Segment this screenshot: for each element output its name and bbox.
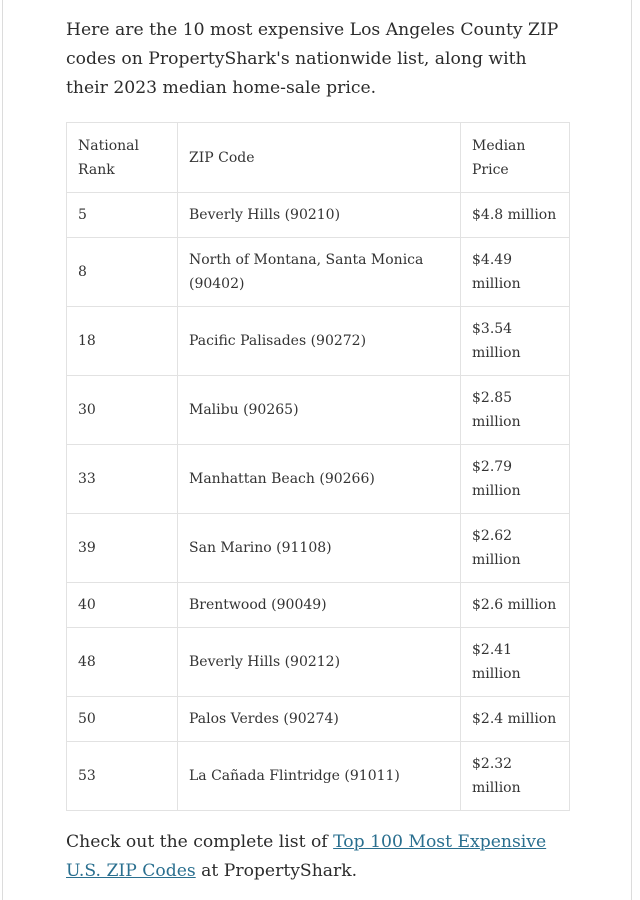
table-header-row xyxy=(67,123,570,193)
zip-cell: Palos Verdes (90274) xyxy=(178,697,461,742)
rank-cell: 8 xyxy=(67,238,178,307)
outro-text-after: at PropertyShark. xyxy=(195,861,358,881)
zip-cell: Manhattan Beach (90266) xyxy=(178,445,461,514)
rank-cell: 39 xyxy=(67,514,178,583)
zip-cell: Brentwood (90049) xyxy=(178,583,461,628)
header-zip-code: ZIP Code xyxy=(178,123,461,193)
zip-cell: Pacific Palisades (90272) xyxy=(178,307,461,376)
top-100-zip-codes-link[interactable]: Top 100 Most Expensive U.S. ZIP Codes xyxy=(66,832,547,881)
table-row xyxy=(67,628,570,697)
table-row xyxy=(67,307,570,376)
rank-cell: 33 xyxy=(67,445,178,514)
price-cell: $2.32 million xyxy=(461,742,570,811)
rank-cell: 48 xyxy=(67,628,178,697)
intro-paragraph: Here are the 10 most expensive Los Angeles County ZIP codes on PropertyShark's nationwide list, along with their 2023 median home-sale price. xyxy=(66,20,559,98)
zip-price-table xyxy=(66,122,570,811)
rank-cell: 50 xyxy=(67,697,178,742)
header-national-rank: National Rank xyxy=(67,123,178,193)
price-cell: $2.85 million xyxy=(461,376,570,445)
price-cell: $2.79 million xyxy=(461,445,570,514)
outro-text-before: Check out the complete list of xyxy=(66,832,334,852)
table-row xyxy=(67,697,570,742)
table-row xyxy=(67,583,570,628)
rank-cell: 18 xyxy=(67,307,178,376)
price-cell: $2.41 million xyxy=(461,628,570,697)
rank-cell: 40 xyxy=(67,583,178,628)
price-cell: $2.6 million xyxy=(461,583,570,628)
table-row xyxy=(67,238,570,307)
rank-cell: 5 xyxy=(67,193,178,238)
table-row xyxy=(67,514,570,583)
zip-cell: Beverly Hills (90212) xyxy=(178,628,461,697)
rank-cell: 30 xyxy=(67,376,178,445)
zip-cell: Beverly Hills (90210) xyxy=(178,193,461,238)
outro-paragraph xyxy=(66,828,569,886)
table-row xyxy=(67,742,570,811)
table-row xyxy=(67,445,570,514)
price-cell: $2.62 million xyxy=(461,514,570,583)
zip-cell: North of Montana, Santa Monica (90402) xyxy=(178,238,461,307)
header-median-price: Median Price xyxy=(461,123,570,193)
price-cell: $4.49 million xyxy=(461,238,570,307)
table-row xyxy=(67,376,570,445)
price-cell: $3.54 million xyxy=(461,307,570,376)
zip-cell: La Cañada Flintridge (91011) xyxy=(178,742,461,811)
price-cell: $4.8 million xyxy=(461,193,570,238)
price-cell: $2.4 million xyxy=(461,697,570,742)
rank-cell: 53 xyxy=(67,742,178,811)
table-row xyxy=(67,193,570,238)
article-body xyxy=(66,16,569,886)
zip-cell: Malibu (90265) xyxy=(178,376,461,445)
zip-cell: San Marino (91108) xyxy=(178,514,461,583)
